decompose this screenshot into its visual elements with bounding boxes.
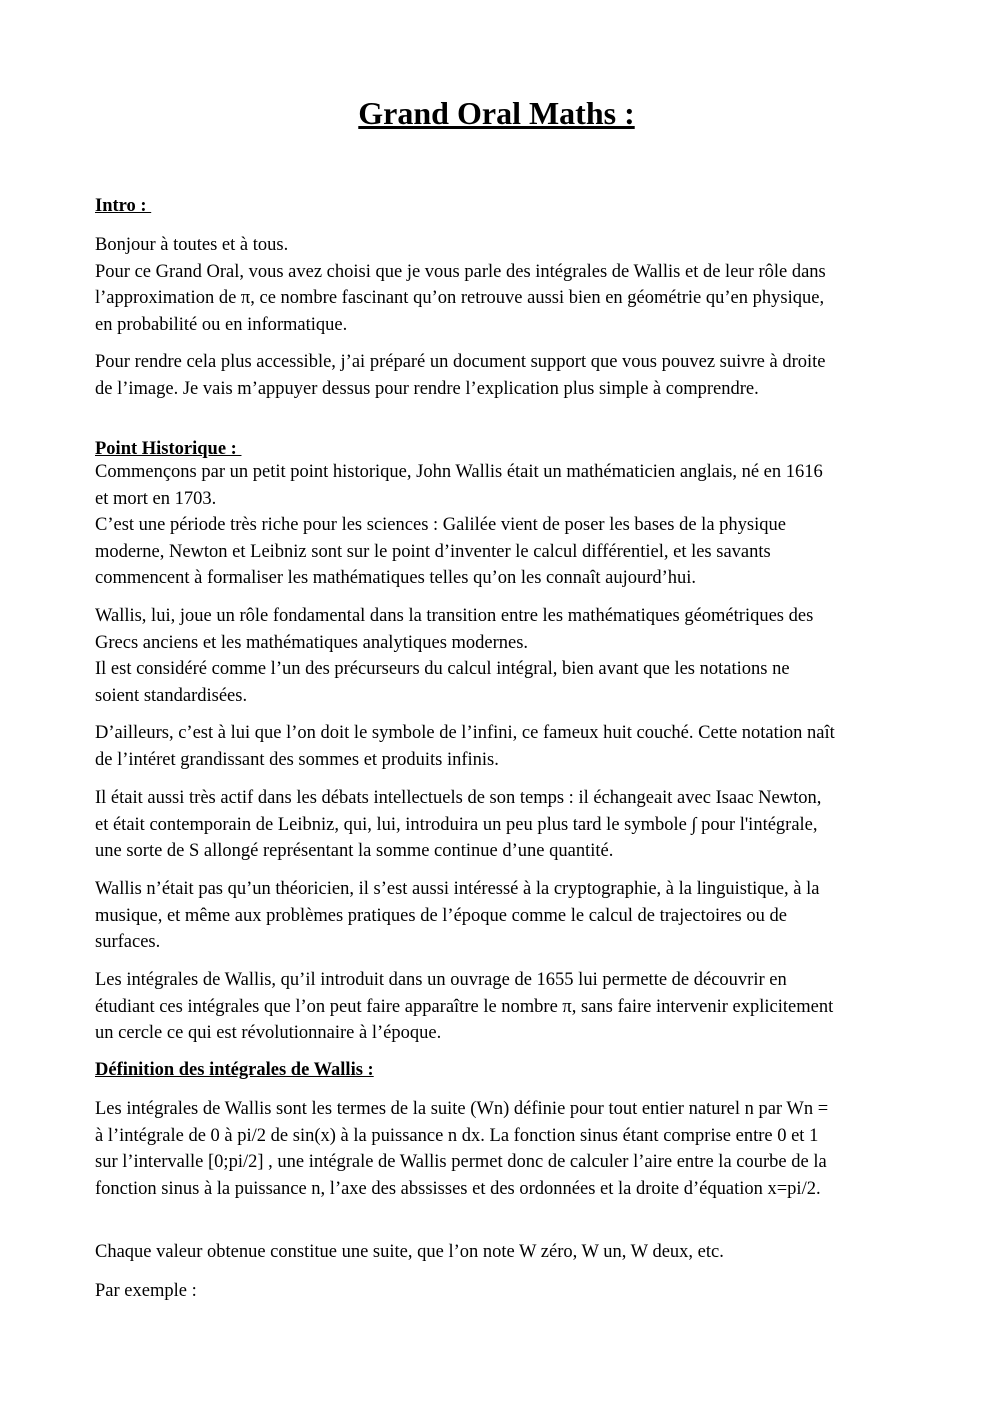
page-title: Grand Oral Maths :: [358, 95, 635, 131]
text-line: Wallis, lui, joue un rôle fondamental dans la transition entre les mathématiques géométriques des: [95, 606, 814, 626]
text-line: l’approximation de π, ce nombre fascinant qu’on retrouve aussi bien en géométrie qu’en physique,: [95, 288, 825, 308]
text-line: sur l’intervalle [0;pi/2] , une intégrale de Wallis permet donc de calculer l’aire entre la courbe de la: [95, 1152, 827, 1172]
text-line: Pour rendre cela plus accessible, j’ai préparé un document support que vous pouvez suivre à droite: [95, 352, 826, 372]
definition-paragraph-1: [95, 1096, 895, 1202]
intro-paragraph-1: [95, 232, 895, 338]
text-line: soient standardisées.: [95, 685, 248, 706]
text-line: Wallis n’était pas qu’un théoricien, il s’est aussi intéressé à la cryptographie, à la linguistique, à la: [95, 879, 820, 899]
text-line: musique, et même aux problèmes pratiques de l’époque comme le calcul de trajectoires ou de: [95, 905, 787, 926]
text-line: de l’intéret grandissant des sommes et produits infinis.: [95, 749, 499, 770]
text-line: Chaque valeur obtenue constitue une suite, que l’on note W zéro, W un, W deux, etc.: [95, 1242, 724, 1262]
text-line: à l’intégrale de 0 à pi/2 de sin(x) à la puissance n dx. La fonction sinus étant comprise entre 0 et 1: [95, 1125, 819, 1146]
text-line: Pour ce Grand Oral, vous avez choisi que je vous parle des intégrales de Wallis et de leur rôle dans: [95, 261, 826, 282]
history-paragraph-3: [95, 720, 895, 773]
section-heading-definition: Définition des intégrales de Wallis :: [95, 1060, 374, 1080]
text-line: Par exemple :: [95, 1281, 197, 1301]
text-line: moderne, Newton et Leibniz sont sur le point d’inventer le calcul différentiel, et les savants: [95, 541, 771, 562]
history-paragraph-6: [95, 967, 895, 1047]
text-line: Il est considéré comme l’un des précurseurs du calcul intégral, bien avant que les notations ne: [95, 659, 790, 679]
history-paragraph-1: [95, 459, 895, 592]
text-line: Commençons par un petit point historique, John Wallis était un mathématicien anglais, né en 1616: [95, 462, 823, 482]
text-line: étudiant ces intégrales que l’on peut faire apparaître le nombre π, sans faire intervenir explicitement: [95, 996, 834, 1017]
text-line: fonction sinus à la puissance n, l’axe des abssisses et des ordonnées et la droite d’équation x=pi/2.: [95, 1178, 821, 1199]
history-paragraph-5: [95, 876, 895, 956]
text-line: et mort en 1703.: [95, 488, 217, 509]
text-line: commencent à formaliser les mathématiques telles qu’on les connaît aujourd’hui.: [95, 568, 697, 588]
text-line: Les intégrales de Wallis, qu’il introduit dans un ouvrage de 1655 lui permette de découvrir en: [95, 970, 787, 990]
history-paragraph-4: [95, 785, 895, 865]
intro-paragraph-2: [95, 349, 895, 402]
section-heading-history: Point Historique :: [95, 439, 242, 459]
text-line: Il était aussi très actif dans les débats intellectuels de son temps : il échangeait avec Isaac Newton,: [95, 788, 822, 808]
history-paragraph-2: [95, 603, 895, 709]
text-line: de l’image. Je vais m’appuyer dessus pour rendre l’explication plus simple à comprendre.: [95, 378, 759, 399]
text-line: en probabilité ou en informatique.: [95, 314, 348, 335]
text-line: D’ailleurs, c’est à lui que l’on doit le symbole de l’infini, ce fameux huit couché. Cette notation naît: [95, 723, 835, 743]
text-line: un cercle ce qui est révolutionnaire à l’époque.: [95, 1023, 442, 1043]
text-line: Grecs anciens et les mathématiques analytiques modernes.: [95, 632, 529, 653]
text-line: Bonjour à toutes et à tous.: [95, 235, 289, 255]
definition-paragraph-2: [95, 1239, 895, 1266]
definition-paragraph-3: [95, 1278, 895, 1305]
text-line: C’est une période très riche pour les sciences : Galilée vient de poser les bases de la physique: [95, 515, 786, 535]
text-line: surfaces.: [95, 932, 161, 952]
text-line: une sorte de S allongé représentant la somme continue d’une quantité.: [95, 841, 614, 861]
section-heading-intro: Intro :: [95, 196, 152, 216]
text-line: Les intégrales de Wallis sont les termes de la suite (Wn) définie pour tout entier naturel n par Wn =: [95, 1099, 829, 1119]
text-line: et était contemporain de Leibniz, qui, lui, introduira un peu plus tard le symbole ∫ pour l'intégrale,: [95, 814, 818, 835]
